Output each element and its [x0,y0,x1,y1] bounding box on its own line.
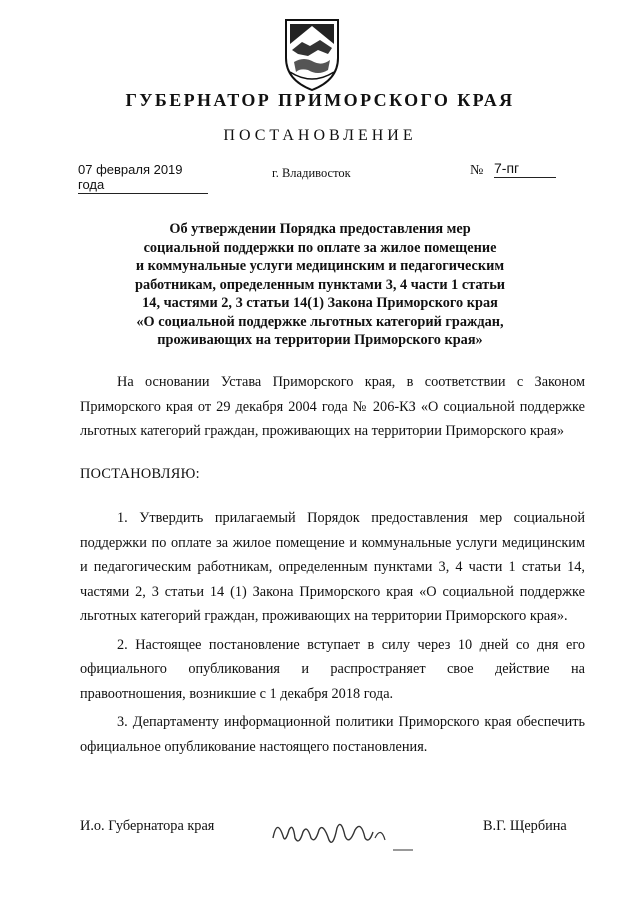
decree-word: ПОСТАНОВЛЯЮ: [80,465,200,482]
document-body [80,370,585,763]
title-line: «О социальной поддержке льготных категорий граждан, [136,313,504,330]
coat-of-arms-icon [280,14,344,94]
title-line: работникам, определенным пунктами 3, 4 части 1 статьи [135,276,505,293]
preamble-paragraph: На основании Устава Приморского края, в соответствии с Законом Приморского края от 29 декабря 2004 года № 206-КЗ «О социальной поддержке льготных категорий граждан, проживающих на территории Приморского края» [80,374,585,439]
title-line: проживающих на территории Приморского края» [157,332,483,348]
decree-item-1: 1. Утвердить прилагаемый Порядок предоставления мер социальной поддержки по оплате за жилое помещение и коммунальные услуги медицинским и педагогическим работникам, определенным пунктами 3, 4 части 1 статьи 14, частями 2, 3 статьи 14 (1) Закона Приморского края «О социальной поддержке льготных категорий граждан, проживающих на территории Приморского края». [80,510,585,624]
document-date: 07 февраля 2019 года [78,162,208,194]
document-place: г. Владивосток [272,166,351,180]
document-type: ПОСТАНОВЛЕНИЕ [223,127,417,144]
handwritten-signature [265,808,425,858]
document-number: 7-пг [494,160,556,178]
title-line: 14, частями 2, 3 статьи 14(1) Закона Приморского края [142,295,498,311]
authority-heading: ГУБЕРНАТОР ПРИМОРСКОГО КРАЯ [125,90,515,110]
number-sign: № [470,163,484,178]
title-line: Об утверждении Порядка предоставления мер [169,221,471,237]
title-line: и коммунальные услуги медицинским и педагогическим [135,258,505,274]
document-title [110,220,530,350]
decree-item-2: 2. Настоящее постановление вступает в силу через 10 дней со дня его официального опубликования и распространяет свое действие на правоотношения, возникшие с 1 декабря 2018 года. [80,636,585,702]
signatory-role: И.о. Губернатора края [80,818,215,834]
decree-item-3: 3. Департаменту информационной политики Приморского края обеспечить официальное опубликование настоящего постановления. [80,714,585,755]
signatory-name: В.Г. Щербина [483,818,567,834]
title-line: социальной поддержки по оплате за жилое помещение [143,239,497,256]
